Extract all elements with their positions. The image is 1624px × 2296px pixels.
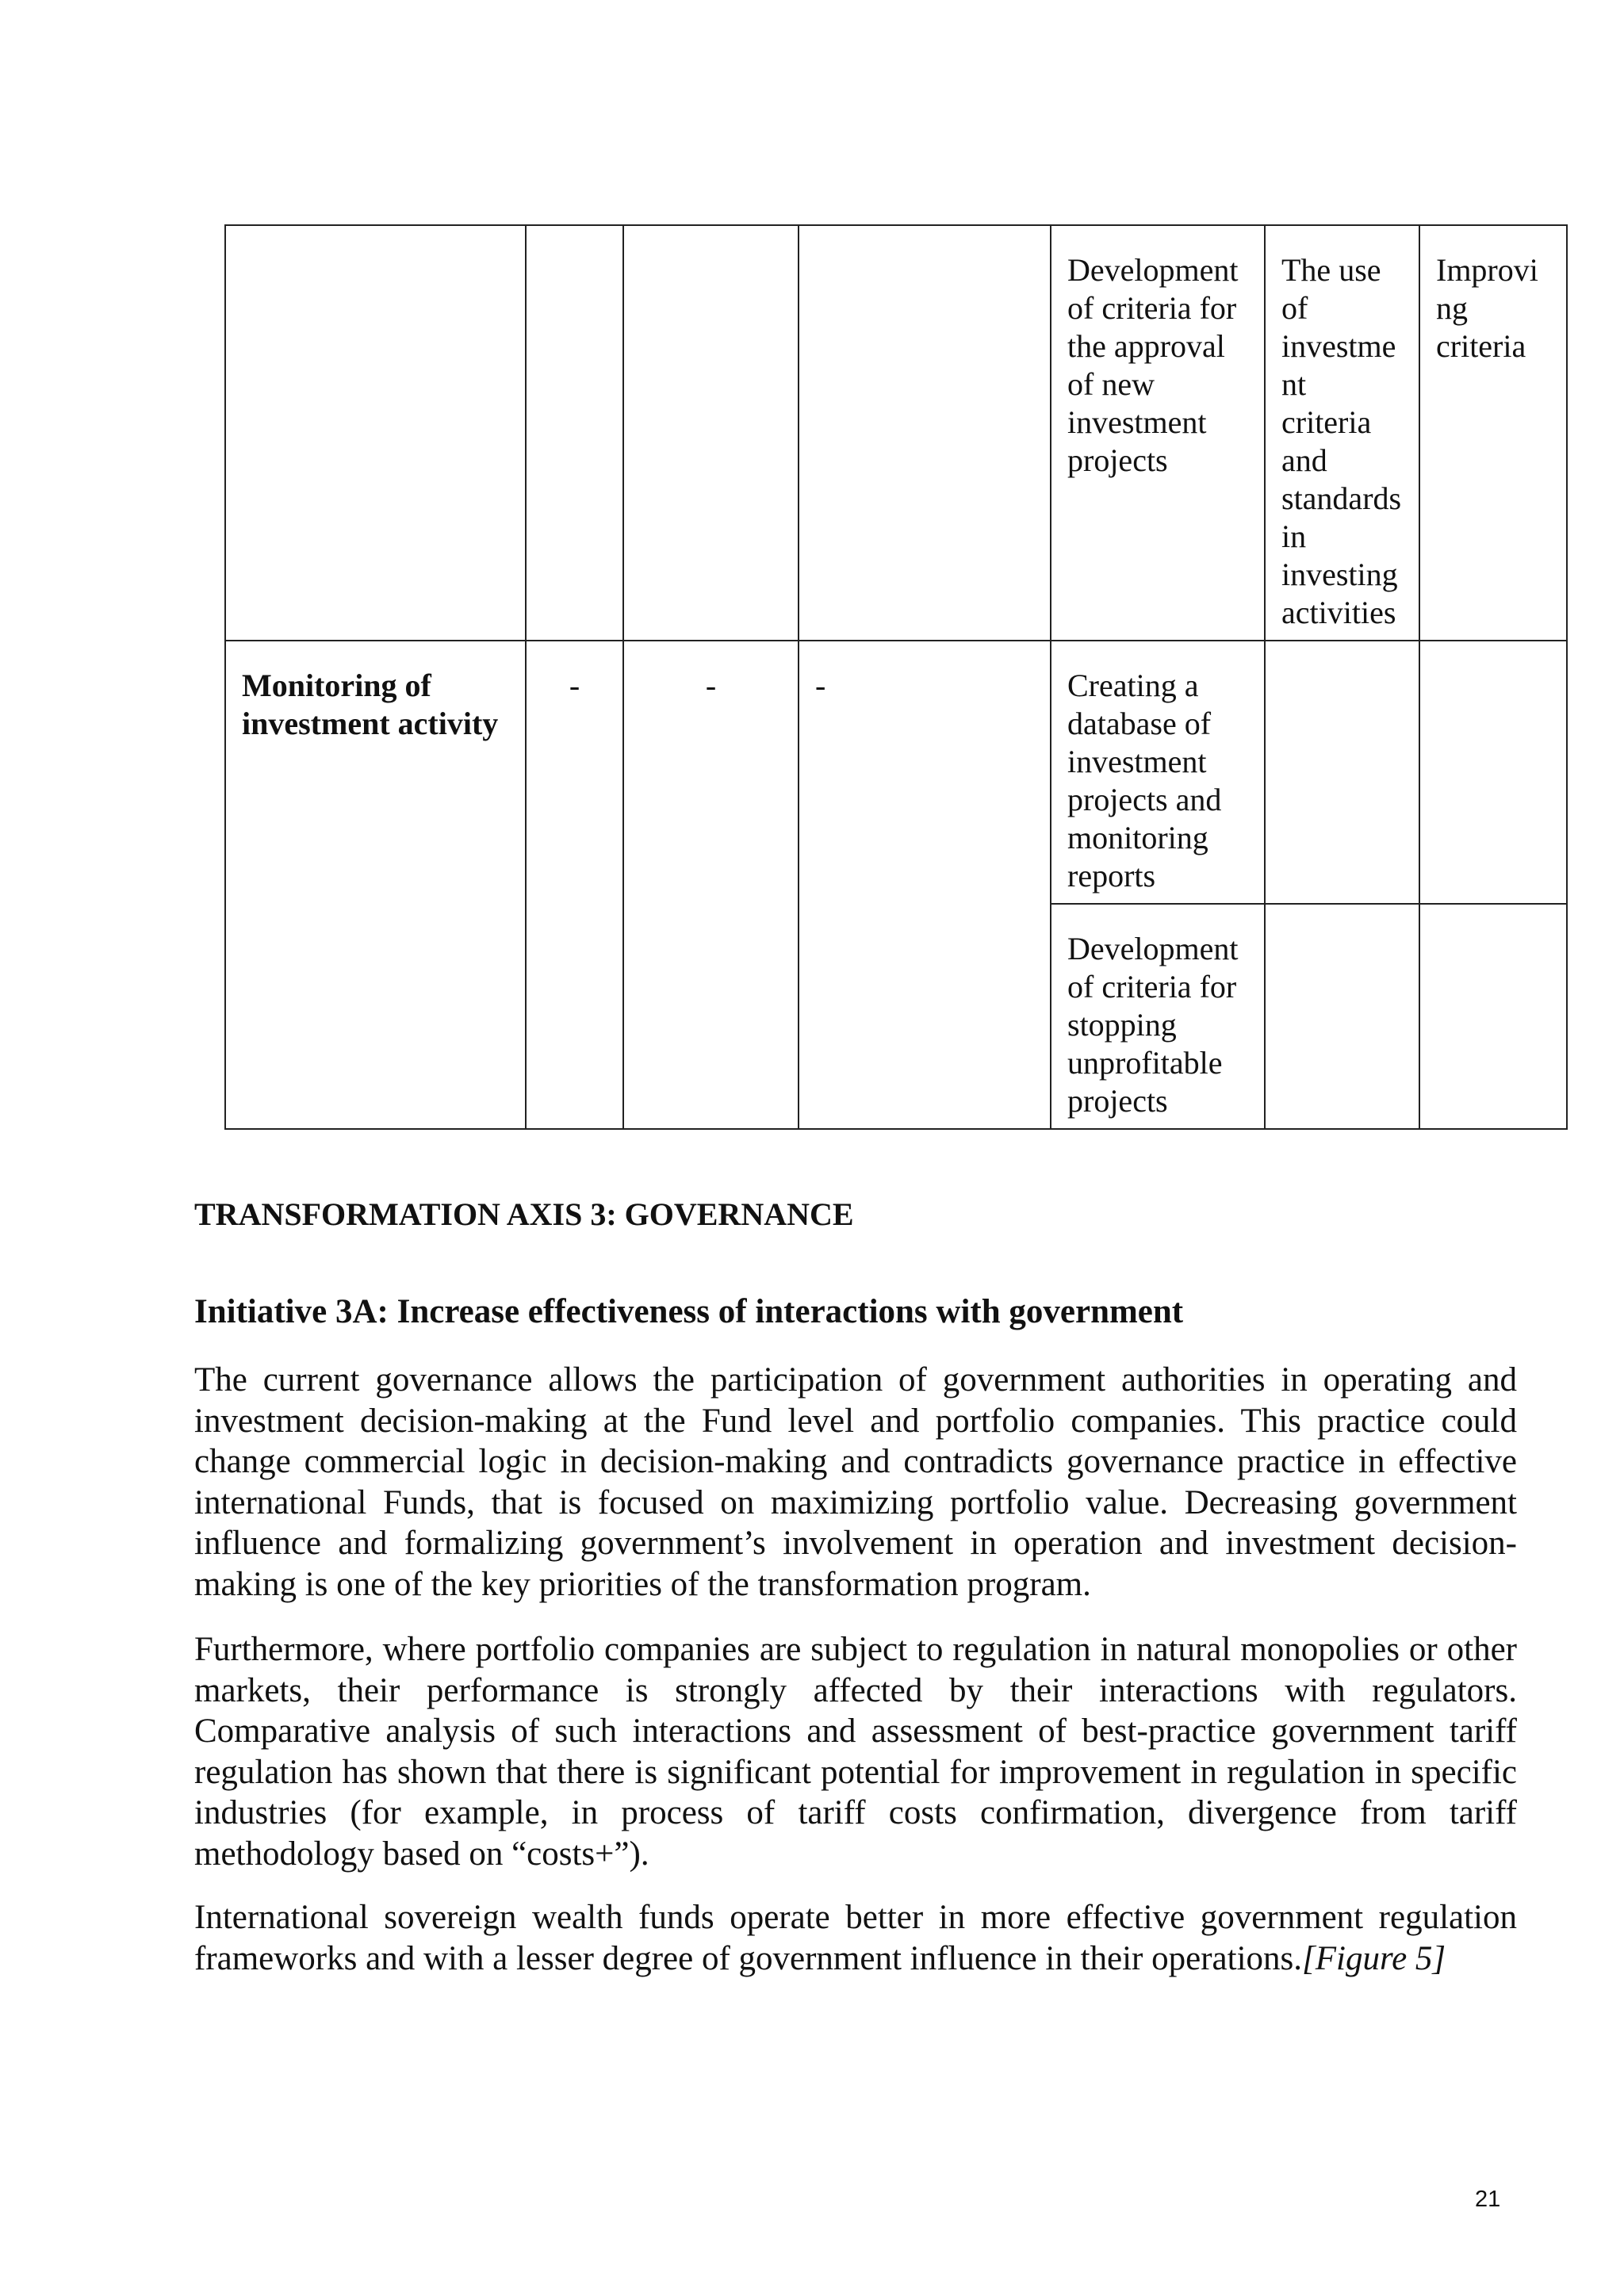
body-paragraph — [194, 1897, 1517, 1979]
table-cell — [1419, 641, 1567, 904]
table-cell — [1265, 641, 1419, 904]
table-cell: - — [623, 641, 799, 1129]
table-cell — [225, 225, 526, 641]
body-paragraph: Furthermore, where portfolio companies are subject to regulation in natural monopolies or other markets, their performance is strongly affected by their interactions with regulators. Comparative analysis of such interactions and assessment of best-practice government tariff regulation has shown that there is significant potential for improvement in regulation in specific industries (for example, in process of tariff costs confirmation, divergence from tariff methodology based on “costs+”). — [194, 1631, 1517, 1873]
table-row — [225, 641, 1567, 904]
table-cell — [1265, 904, 1419, 1129]
paragraph-text: International sovereign wealth funds operate better in more effective government regulation frameworks and with a lesser degree of government influence in their operations. — [194, 1899, 1517, 1977]
table-cell — [799, 225, 1051, 641]
table-cell: - — [799, 641, 1051, 1129]
figure-reference: [Figure 5] — [1302, 1939, 1446, 1977]
table-cell: The use of investme nt criteria and standards in investing activities — [1265, 225, 1419, 641]
table-row — [225, 225, 1567, 641]
initiative-title: Initiative 3A: Increase effectiveness of interactions with government — [194, 1293, 1184, 1330]
initiatives-table — [224, 224, 1568, 1130]
section-heading: TRANSFORMATION AXIS 3: GOVERNANCE — [194, 1196, 854, 1232]
table-cell: Improvi ng criteria — [1419, 225, 1567, 641]
table-cell: Development of criteria for the approval of new investment projects — [1051, 225, 1265, 641]
page-number: 21 — [1475, 2187, 1501, 2212]
table-cell — [1419, 904, 1567, 1129]
table-cell: Creating a database of investment projects and monitoring reports — [1051, 641, 1265, 904]
body-paragraph: The current governance allows the participation of government authorities in operating and investment decision-making at the Fund level and portfolio companies. This practice could change commercial logic in decision-making and contradicts governance practice in effective international Funds, that is focused on maximizing portfolio value. Decreasing government influence and formalizing government’s involvement in operation and investment decision-making is one of the key priorities of the transformation program. — [194, 1361, 1517, 1603]
table-cell — [526, 225, 623, 641]
table-cell: - — [526, 641, 623, 1129]
table-row-header: Monitoring of investment activity — [225, 641, 526, 1129]
table-cell — [623, 225, 799, 641]
table-cell: Development of criteria for stopping unprofitable projects — [1051, 904, 1265, 1129]
